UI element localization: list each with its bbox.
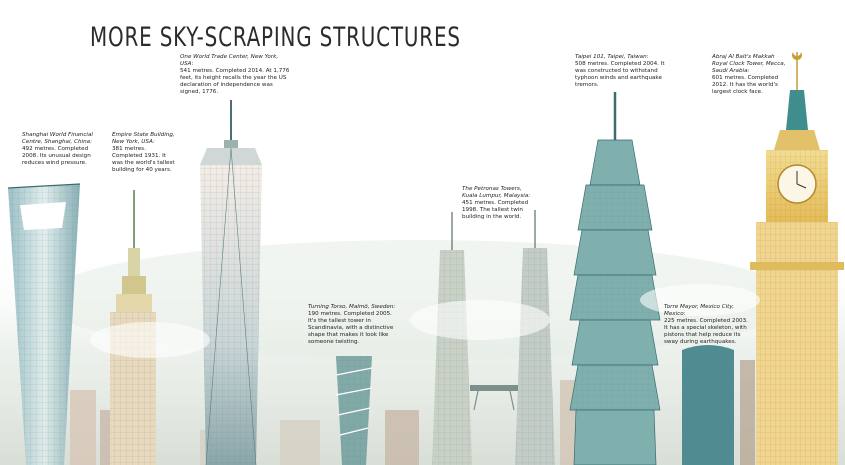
caption-shanghai-text: 492 metres. Completed 2008. Its unusual design reduces wind pressure. bbox=[22, 146, 91, 166]
one-world-trade-center bbox=[200, 100, 262, 465]
caption-wtc bbox=[180, 54, 290, 96]
caption-turning-torso bbox=[308, 304, 400, 346]
caption-torre-name: Torre Mayor, Mexico City, Mexico: bbox=[664, 304, 735, 317]
caption-turning-text: 190 metres. Completed 2005. It's the tallest tower in Scandinavia, with a distinctive shape that makes it look like someone twisting. bbox=[308, 311, 394, 345]
caption-taipei-text: 508 metres. Completed 2004. It was constructed to withstand typhoon winds and earthquake tremors. bbox=[575, 61, 665, 88]
makkah-clock-tower bbox=[750, 52, 844, 465]
caption-taipei bbox=[575, 54, 667, 89]
caption-shanghai-name: Shanghai World Financial Centre, Shanghai, China: bbox=[22, 132, 93, 145]
caption-shanghai bbox=[22, 132, 96, 167]
turning-torso bbox=[336, 356, 372, 465]
caption-empire-name: Empire State Building, New York, USA: bbox=[112, 132, 175, 145]
caption-abraj-name: Abraj Al Bait's Makkah Royal Clock Tower, Mecca, Saudi Arabia: bbox=[712, 54, 786, 74]
caption-abraj bbox=[712, 54, 788, 96]
caption-taipei-name: Taipei 101, Taipei, Taiwan: bbox=[575, 54, 649, 60]
taipei-101 bbox=[570, 92, 660, 465]
caption-torre-mayor bbox=[664, 304, 748, 346]
caption-wtc-text: 541 metres. Completed 2014. At 1,776 feet, its height recalls the year the US declaration of independence was signed, 1776. bbox=[180, 68, 290, 95]
caption-abraj-text: 601 metres. Completed 2012. It has the world's largest clock face. bbox=[712, 75, 779, 95]
caption-petronas bbox=[462, 186, 534, 221]
caption-wtc-name: One World Trade Center, New York, USA: bbox=[180, 54, 279, 67]
caption-petronas-text: 451 metres. Completed 1998. The tallest twin building in the world. bbox=[462, 200, 529, 220]
torre-mayor bbox=[682, 345, 734, 465]
caption-empire bbox=[112, 132, 178, 174]
caption-torre-text: 225 metres. Completed 2003. It has a special skeleton, with pistons that help reduce its sway during earthquakes. bbox=[664, 318, 748, 345]
caption-petronas-name: The Petronas Towers, Kuala Lumpur, Malaysia: bbox=[462, 186, 531, 199]
caption-turning-name: Turning Torso, Malmö, Sweden: bbox=[308, 304, 396, 310]
page-title: MORE SKY-SCRAPING STRUCTURES bbox=[90, 22, 461, 54]
caption-empire-text: 381 metres. Completed 1931. It was the world's tallest building for 40 years. bbox=[112, 146, 175, 173]
